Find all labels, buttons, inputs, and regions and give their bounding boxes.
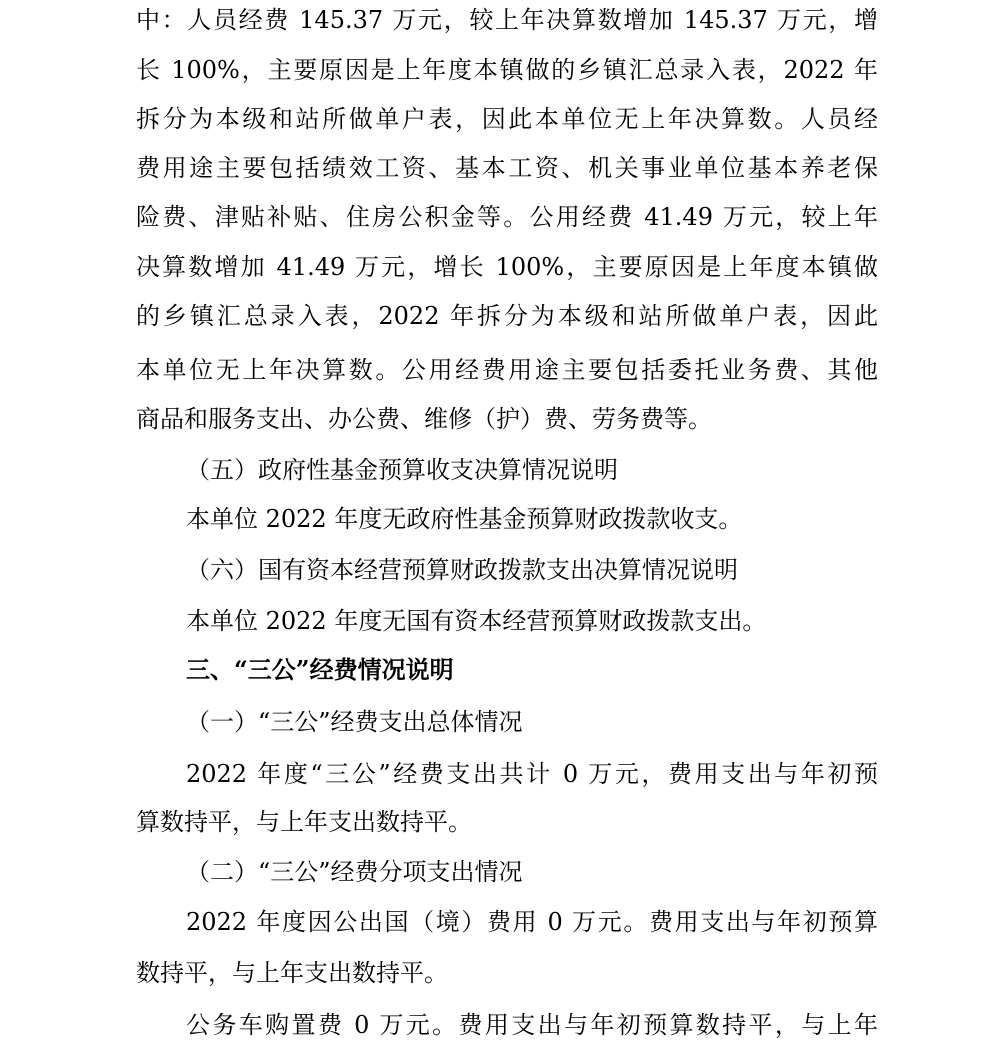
body-text-line: 长 100%，主要原因是上年度本镇做的乡镇汇总录入表，2022 年 bbox=[136, 56, 878, 84]
body-text-line: 费用途主要包括绩效工资、基本工资、机关事业单位基本养老保 bbox=[136, 154, 878, 182]
paragraph-text: 2022 年度“三公”经费支出共计 0 万元，费用支出与年初预 bbox=[186, 760, 878, 788]
paragraph-text: 数持平，与上年支出数持平。 bbox=[136, 959, 448, 987]
section-heading-5: （五）政府性基金预算收支决算情况说明 bbox=[186, 456, 618, 484]
chapter-heading: 三、“三公”经费情况说明 bbox=[186, 655, 454, 684]
paragraph-text: 算数持平，与上年支出数持平。 bbox=[136, 808, 472, 836]
body-text-line: 中：人员经费 145.37 万元，较上年决算数增加 145.37 万元，增 bbox=[136, 6, 878, 34]
body-text-line: 的乡镇汇总录入表，2022 年拆分为本级和站所做单户表，因此 bbox=[136, 302, 878, 330]
body-text-line: 险费、津贴补贴、住房公积金等。公用经费 41.49 万元，较上年 bbox=[136, 203, 878, 231]
body-text-line: 本单位无上年决算数。公用经费用途主要包括委托业务费、其他 bbox=[136, 356, 878, 384]
subsection-heading-2: （二）“三公”经费分项支出情况 bbox=[186, 858, 523, 886]
paragraph-text: 2022 年度因公出国（境）费用 0 万元。费用支出与年初预算 bbox=[186, 908, 878, 936]
paragraph-text: 本单位 2022 年度无国有资本经营预算财政拨款支出。 bbox=[186, 607, 767, 635]
paragraph-text: 本单位 2022 年度无政府性基金预算财政拨款收支。 bbox=[186, 505, 743, 533]
paragraph-text: 公务车购置费 0 万元。费用支出与年初预算数持平，与上年 bbox=[186, 1011, 878, 1039]
section-heading-6: （六）国有资本经营预算财政拨款支出决算情况说明 bbox=[186, 556, 738, 584]
subsection-heading-1: （一）“三公”经费支出总体情况 bbox=[186, 708, 523, 736]
body-text-line: 决算数增加 41.49 万元，增长 100%，主要原因是上年度本镇做 bbox=[136, 253, 878, 281]
body-text-line: 拆分为本级和站所做单户表，因此本单位无上年决算数。人员经 bbox=[136, 105, 878, 133]
body-text-line: 商品和服务支出、办公费、维修（护）费、劳务费等。 bbox=[136, 405, 712, 433]
